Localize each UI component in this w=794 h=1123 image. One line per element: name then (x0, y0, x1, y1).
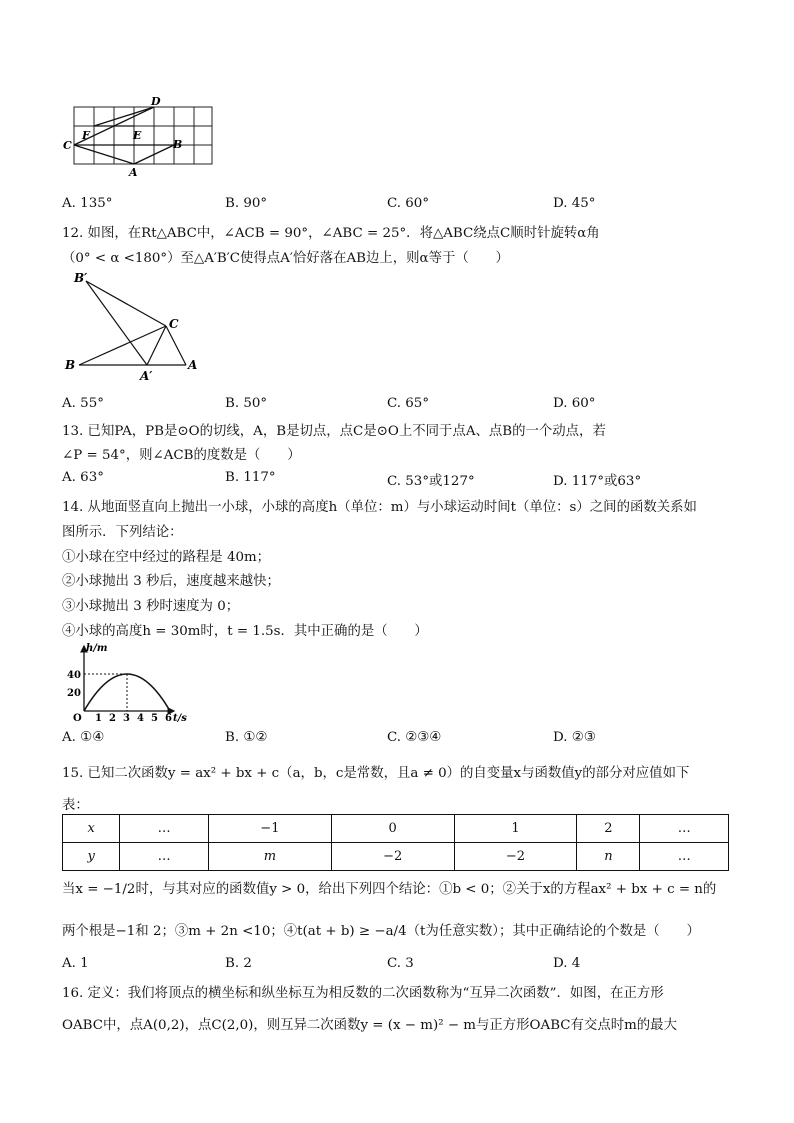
q15-option-d[interactable]: D. 4 (553, 956, 581, 971)
table-row (63, 843, 729, 871)
q14-origin: O (73, 713, 82, 724)
q11-option-b[interactable]: B. 90° (225, 196, 268, 211)
q14-statement-1: ①小球在空中经过的路程是 40m； (62, 550, 271, 565)
q15-option-a[interactable]: A. 1 (62, 956, 89, 971)
table-cell: 0 (331, 815, 454, 843)
q12-label-b-prime: B′ (74, 271, 88, 285)
q14-xlabel: t/s (173, 713, 187, 724)
q14-xtick-3: 3 (123, 713, 130, 724)
q12-option-a[interactable]: A. 55° (62, 396, 104, 411)
q14-statement-3: ③小球抛出 3 秒时速度为 0； (62, 599, 240, 614)
q12-text-line1: 12. 如图，在Rt△ABC中，∠ACB = 90°，∠ABC = 25°．将△ABC绕点C顺时针旋转α角 (62, 226, 600, 241)
q11-option-c[interactable]: C. 60° (387, 196, 430, 211)
q14-xtick-1: 1 (95, 713, 102, 724)
table-cell: y (63, 843, 120, 871)
table-cell: 2 (577, 815, 640, 843)
q13-option-c[interactable]: C. 53°或127° (387, 474, 475, 489)
q13-option-b[interactable]: B. 117° (225, 470, 276, 485)
table-cell: −2 (331, 843, 454, 871)
q14-height-time-graph (62, 642, 192, 724)
q14-xtick-2: 2 (109, 713, 116, 724)
q15-option-b[interactable]: B. 2 (225, 956, 252, 971)
q11-grid-figure (62, 94, 222, 180)
q11-label-e: E (133, 129, 142, 142)
q14-ylabel: h/m (86, 643, 108, 654)
q14-option-d[interactable]: D. ②③ (553, 730, 596, 745)
q14-ytick-20: 20 (67, 688, 81, 699)
table-cell: 1 (454, 815, 577, 843)
q14-statement-2: ②小球抛出 3 秒后，速度越来越快； (62, 574, 280, 589)
q14-text-line1: 14. 从地面竖直向上抛出一小球，小球的高度h（单位：m）与小球运动时间t（单位：s）之间的函数关系如 (62, 500, 697, 515)
q15-text-line2: 表： (62, 798, 89, 813)
q14-xtick-5: 5 (151, 713, 158, 724)
q11-label-c: C (63, 139, 72, 152)
table-cell: n (577, 843, 640, 871)
q13-text-line2: ∠P = 54°，则∠ACB的度数是（ ） (62, 448, 301, 463)
q12-label-a: A (188, 358, 198, 372)
q12-label-b: B (65, 358, 76, 372)
table-cell: … (120, 815, 209, 843)
table-cell: m (208, 843, 331, 871)
q12-label-a-prime: A′ (140, 369, 153, 383)
q14-option-a[interactable]: A. ①④ (62, 730, 105, 745)
q12-option-b[interactable]: B. 50° (225, 396, 268, 411)
q11-label-f: F (82, 129, 90, 142)
q11-option-d[interactable]: D. 45° (553, 196, 596, 211)
q15-text-line3: 当x = −1/2时，与其对应的函数值y > 0，给出下列四个结论：①b < 0；②关于x的方程ax² + bx + c = n的 (62, 882, 717, 897)
q15-text-line4: 两个根是−1和 2；③m + 2n <10；④t(at + b) ≥ −a/4（t为任意实数）；其中正确结论的个数是（ ） (62, 924, 700, 939)
q16-text-line1: 16. 定义：我们将顶点的横坐标和纵坐标互为相反数的二次函数称为“互异二次函数”．如图，在正方形 (62, 986, 664, 1001)
q12-label-c: C (169, 317, 179, 331)
q12-option-d[interactable]: D. 60° (553, 396, 596, 411)
q11-label-a: A (129, 166, 138, 179)
table-cell: … (120, 843, 209, 871)
q14-text-line2: 图所示．下列结论： (62, 525, 183, 540)
q11-option-a[interactable]: A. 135° (62, 196, 113, 211)
table-cell: x (63, 815, 120, 843)
table-row (63, 815, 729, 843)
q12-text-line2: （0° < α <180°）至△A′B′C使得点A′恰好落在AB边上，则α等于（ ） (62, 251, 509, 266)
q11-label-b: B (173, 138, 183, 151)
table-cell: −1 (208, 815, 331, 843)
q13-option-a[interactable]: A. 63° (62, 470, 104, 485)
q12-rotation-figure (62, 268, 212, 384)
q14-ytick-40: 40 (67, 670, 81, 681)
q13-option-d[interactable]: D. 117°或63° (553, 474, 642, 489)
q14-xtick-6: 6 (165, 713, 172, 724)
q15-option-c[interactable]: C. 3 (387, 956, 414, 971)
q12-option-c[interactable]: C. 65° (387, 396, 430, 411)
q14-option-b[interactable]: B. ①② (225, 730, 268, 745)
q14-option-c[interactable]: C. ②③④ (387, 730, 442, 745)
table-cell: −2 (454, 843, 577, 871)
table-cell: … (640, 815, 729, 843)
q11-label-d: D (151, 95, 161, 108)
q15-text-line1: 15. 已知二次函数y = ax² + bx + c（a，b，c是常数，且a ≠ 0）的自变量x与函数值y的部分对应值如下 (62, 766, 690, 781)
q14-statement-4: ④小球的高度h = 30m时，t = 1.5s．其中正确的是（ ） (62, 624, 428, 639)
q16-text-line2: OABC中，点A(0,2)，点C(2,0)，则互异二次函数y = (x − m)² − m与正方形OABC有交点时m的最大 (62, 1018, 677, 1033)
q14-xtick-4: 4 (137, 713, 144, 724)
table-cell: … (640, 843, 729, 871)
q15-value-table (62, 814, 729, 871)
q13-text-line1: 13. 已知PA，PB是⊙O的切线，A，B是切点，点C是⊙O上不同于点A、点B的一个动点，若 (62, 424, 606, 439)
